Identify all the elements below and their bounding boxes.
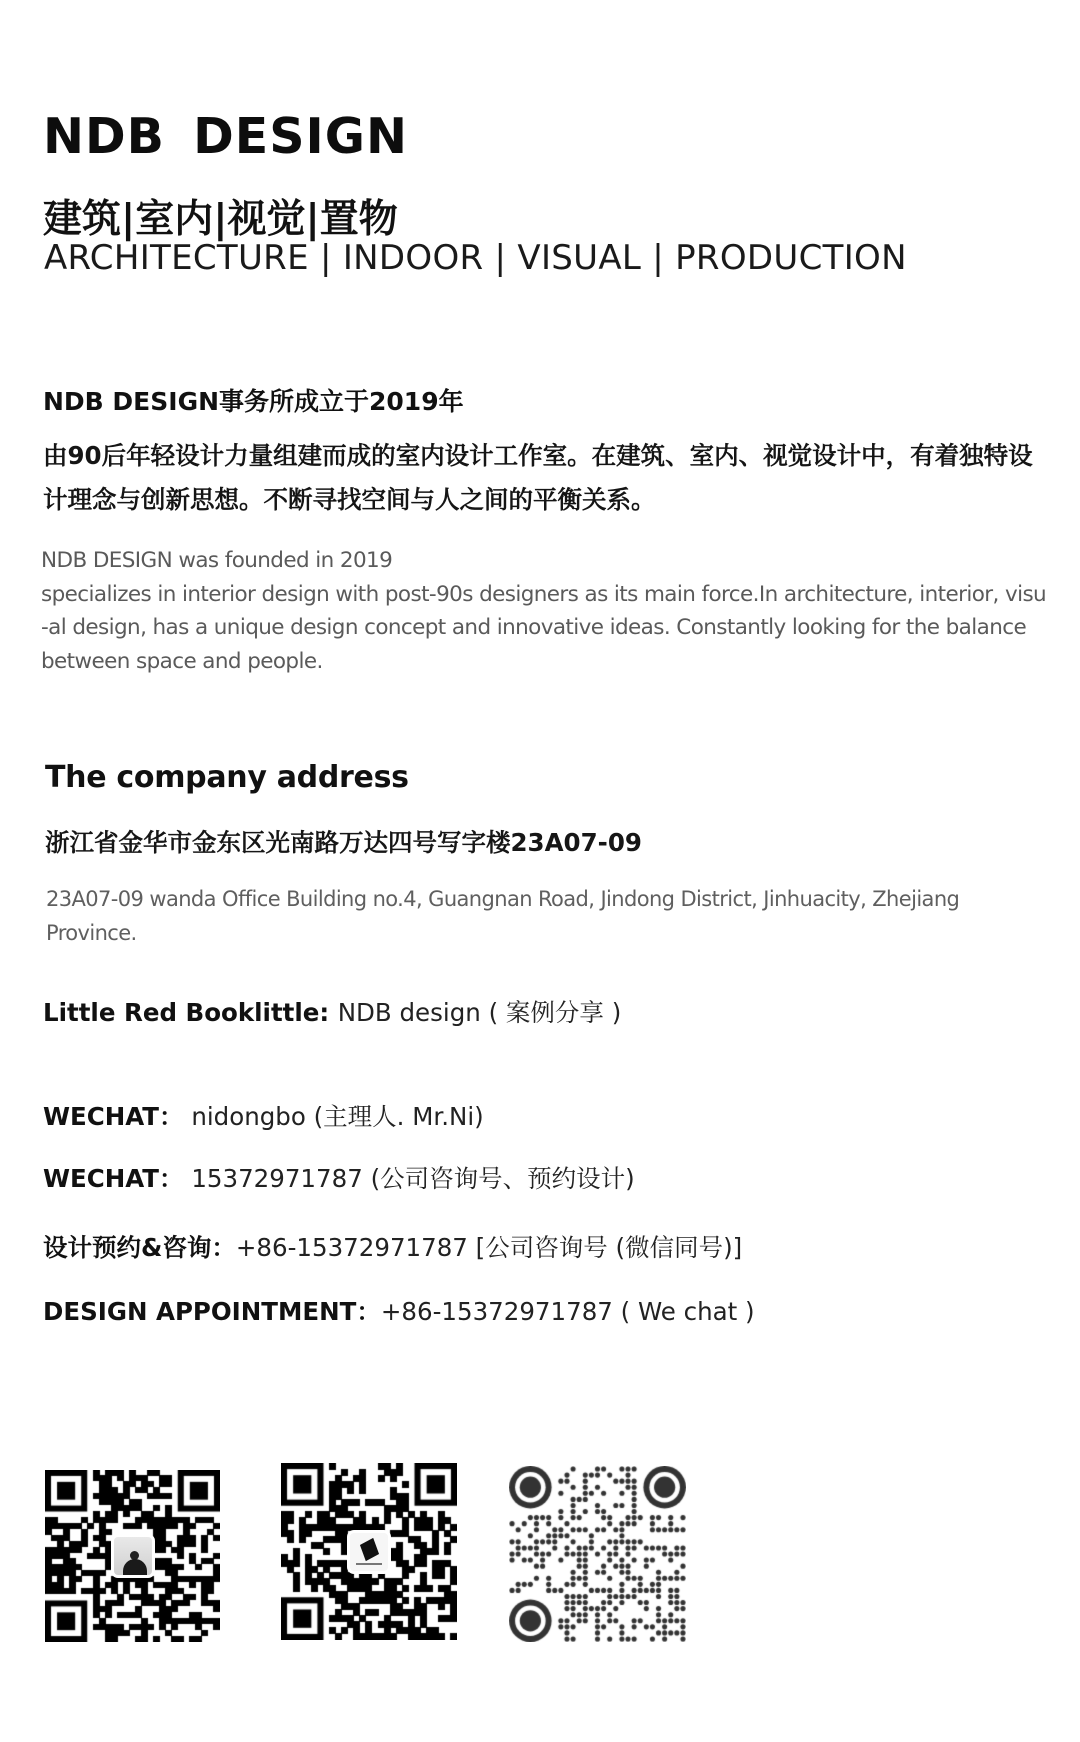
contact-label: WECHAT：: [43, 1102, 184, 1131]
about-body-cn: 由90后年轻设计力量组建而成的室内设计工作室。在建筑、室内、视觉设计中，有着独特设计理念与创新思想。不断寻找空间与人之间的平衡关系。: [43, 441, 1033, 514]
contact-wechat-company: [43, 1160, 635, 1195]
wechat-personal-qr-code[interactable]: [45, 1470, 220, 1642]
contact-value: 15372971787 (公司咨询号、预约设计): [183, 1164, 635, 1193]
avatar-photo-icon: [111, 1534, 155, 1578]
contact-design-appointment: [43, 1293, 755, 1328]
about-en-line: specializes in interior design with post-90s designers as its main force.In architecture, interior, visu: [41, 581, 1047, 607]
contact-value: +86-15372971787 [公司咨询号 (微信同号)]: [235, 1233, 743, 1262]
contact-design-consult-cn: [43, 1229, 742, 1264]
address-cn: 浙江省金华市金东区光南路万达四号写字楼23A07-09: [45, 828, 642, 857]
brand-subtitle-cn: 建筑|室内|视觉|置物: [43, 197, 398, 242]
contact-value: NDB design ( 案例分享 ): [337, 998, 622, 1027]
brand-subtitle-en: ARCHITECTURE | INDOOR | VISUAL | PRODUCTION: [44, 238, 907, 278]
contact-xiaohongshu: [43, 994, 621, 1029]
brand-title: NDB DESIGN: [43, 108, 408, 165]
address-en-line: 23A07-09 wanda Office Building no.4, Guangnan Road, Jindong District, Jinhuacity, Zhejiang: [46, 887, 960, 911]
wechat-company-qr-code[interactable]: [281, 1463, 457, 1640]
about-en-line: -al design, has a unique design concept and innovative ideas. Constantly looking for the balance: [41, 615, 1027, 640]
contact-value: +86-15372971787 ( We chat ): [380, 1297, 755, 1326]
studio-logo-icon: [347, 1530, 391, 1574]
person-body: [123, 1559, 147, 1577]
about-en-line: NDB DESIGN was founded in 2019: [41, 548, 393, 573]
logo-mark: [360, 1537, 379, 1560]
address-title: The company address: [45, 760, 409, 795]
about-title: NDB DESIGN事务所成立于2019年: [43, 387, 464, 416]
contact-value: nidongbo (主理人. Mr.Ni): [183, 1102, 484, 1131]
contact-wechat-personal: [43, 1098, 484, 1133]
contact-label: 设计预约&咨询：: [43, 1233, 236, 1262]
qr-pattern: [509, 1466, 686, 1642]
address-en-line: Province.: [46, 921, 137, 945]
xiaohongshu-qr-code[interactable]: [509, 1466, 686, 1642]
about-en-line: between space and people.: [41, 648, 323, 674]
address-en: [46, 882, 959, 950]
contact-label: Little Red Booklittle:: [43, 998, 338, 1027]
logo-text: [356, 1563, 382, 1565]
contact-label: DESIGN APPOINTMENT：: [43, 1297, 381, 1326]
about-body-en: [41, 544, 1051, 678]
contact-label: WECHAT：: [43, 1164, 184, 1193]
